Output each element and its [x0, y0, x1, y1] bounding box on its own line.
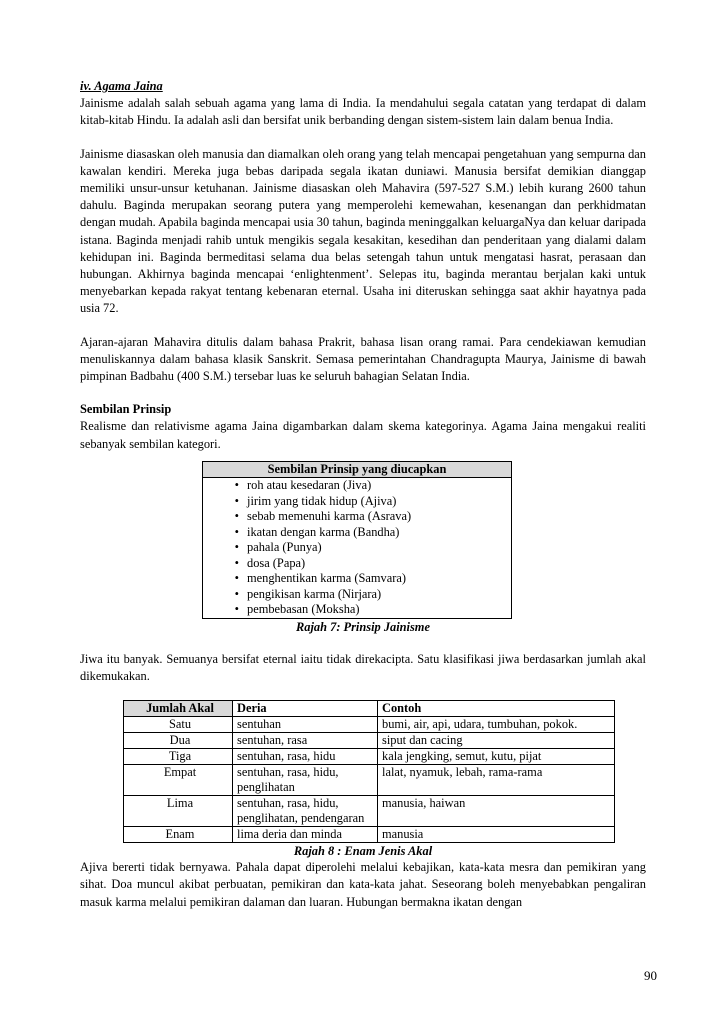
- principle-item: [203, 494, 511, 510]
- cell-deria: sentuhan, rasa, hidu, penglihatan, pendengaran: [233, 796, 378, 827]
- cell-deria: lima deria dan minda: [233, 827, 378, 843]
- principle-item: [203, 556, 511, 572]
- bullet-icon: •: [234, 602, 239, 617]
- paragraph-ajiva: Ajiva bererti tidak bernyawa. Pahala dapat diperolehi melalui kebajikan, kata-kata mesra dan pemikiran yang sihat. Doa muncul akibat perbuatan, pemikiran dan kata-kata jahat. Seseorang boleh menyebabkan pengaliran masuk karma melalui pemikiran dalaman dan luaran. Hubungan bermakna ikatan dengan: [80, 860, 646, 909]
- cell-akal: Lima: [124, 796, 233, 827]
- bullet-icon: •: [234, 555, 239, 570]
- figure-7-caption: Rajah 7: Prinsip Jainisme: [296, 619, 430, 634]
- section-title: iv. Agama Jaina: [80, 79, 163, 93]
- bullet-icon: •: [234, 524, 239, 539]
- akal-table-header: [124, 701, 615, 717]
- cell-deria: sentuhan, rasa, hidu, penglihatan: [233, 765, 378, 796]
- cell-contoh: lalat, nyamuk, lebah, rama-rama: [378, 765, 615, 796]
- principle-label: jirim yang tidak hidup (Ajiva): [247, 493, 397, 508]
- bullet-icon: •: [234, 509, 239, 524]
- cell-deria: sentuhan: [233, 717, 378, 733]
- bullet-icon: •: [234, 571, 239, 586]
- principle-item: [203, 525, 511, 541]
- document-page: [80, 78, 646, 911]
- principle-label: pengikisan karma (Nirjara): [247, 586, 382, 601]
- paragraph-mahavira: Jainisme diasaskan oleh manusia dan diamalkan oleh orang yang telah mencapai pengetahuan yang sempurna dan kawalan kendiri. Mereka juga bebas daripada segala ikatan duniawi. Manusia bersifat demikian dianggap memiliki unsur-unsur ketuhanan. Jainisme diasaskan oleh Mahavira (597-527 S.M.) lebih kurang 2600 tahun dahulu. Baginda merupakan seorang putera yang memperolehi kemewahan, kesenangan dan perkhidmatan dengan mudah. Apabila baginda mencapai usia 30 tahun, baginda meninggalkan keluargaNya dan keluar daripada istana. Baginda menjadi rahib untuk mengikis segala kesakitan, kesedihan dan penderitaan yang dialami dalam kehidupan ini. Baginda bermeditasi selama dua belas setengah tahun untuk mengatasi hasrat, perasaan dan hubungan. Akhirnya baginda mencapai ‘enlightenment’. Selepas itu, baginda merantau berjalan kaki untuk menyebarkan kepada rakyat tentang kebenaran eternal. Usaha ini diteruskan sehingga saat akhir hayatnya pada usia 72.: [80, 146, 646, 316]
- principle-item: [203, 509, 511, 525]
- table-row: [124, 796, 615, 827]
- principle-label: pahala (Punya): [247, 540, 322, 555]
- figure-8-caption: Rajah 8 : Enam Jenis Akal: [293, 844, 433, 859]
- paragraph-souls: Jiwa itu banyak. Semuanya bersifat eternal iaitu tidak direkacipta. Satu klasifikasi jiwa berdasarkan jumlah akal dikemukakan.: [80, 651, 646, 684]
- cell-deria: sentuhan, rasa: [233, 733, 378, 749]
- cell-akal: Tiga: [124, 749, 233, 765]
- page-number: 90: [644, 968, 657, 983]
- paragraph-intro: Jainisme adalah salah sebuah agama yang lama di India. Ia mendahului segala catatan yang terdapat di dalam kitab-kitab Hindu. Ia adalah asli dan bersifat unik berbanding dengan sistem-sistem lain dalam benua India.: [80, 96, 646, 128]
- header-contoh: Contoh: [378, 701, 615, 717]
- subsection-title: Sembilan Prinsip: [80, 402, 172, 417]
- akal-table: [123, 700, 615, 843]
- principle-item: [203, 571, 511, 587]
- cell-akal: Enam: [124, 827, 233, 843]
- cell-contoh: siput dan cacing: [378, 733, 615, 749]
- principle-label: roh atau kesedaran (Jiva): [247, 478, 372, 493]
- principle-label: pembebasan (Moksha): [247, 602, 360, 617]
- header-deria: Deria: [233, 701, 378, 717]
- principle-label: menghentikan karma (Samvara): [247, 571, 406, 586]
- principle-item: [203, 540, 511, 556]
- table-row: [124, 827, 615, 843]
- table-row: [124, 749, 615, 765]
- cell-contoh: manusia: [378, 827, 615, 843]
- cell-akal: Empat: [124, 765, 233, 796]
- paragraph-teachings: Ajaran-ajaran Mahavira ditulis dalam bahasa Prakrit, bahasa lisan orang ramai. Para cendekiawan kemudian menuliskannya dalam bahasa klasik Sanskrit. Semasa pemerintahan Chandragupta Maurya, Jainisme di bawah pimpinan Badbahu (400 S.M.) tersebar luas ke seluruh bahagian Selatan India.: [80, 334, 646, 384]
- principle-label: dosa (Papa): [247, 555, 306, 570]
- bullet-icon: •: [234, 478, 239, 493]
- table-row: [124, 765, 615, 796]
- cell-akal: Satu: [124, 717, 233, 733]
- principles-table-header: Sembilan Prinsip yang diucapkan: [203, 462, 511, 479]
- principle-item: [203, 602, 511, 618]
- principle-label: ikatan dengan karma (Bandha): [247, 524, 400, 539]
- table-row: [124, 733, 615, 749]
- cell-contoh: bumi, air, api, udara, tumbuhan, pokok.: [378, 717, 615, 733]
- cell-akal: Dua: [124, 733, 233, 749]
- principles-table: [202, 461, 512, 619]
- bullet-icon: •: [234, 540, 239, 555]
- principle-item: [203, 587, 511, 603]
- table-row: [124, 717, 615, 733]
- principle-label: sebab memenuhi karma (Asrava): [247, 509, 412, 524]
- principle-item: [203, 478, 511, 494]
- header-jumlah-akal: Jumlah Akal: [124, 701, 233, 717]
- cell-contoh: manusia, haiwan: [378, 796, 615, 827]
- cell-contoh: kala jengking, semut, kutu, pijat: [378, 749, 615, 765]
- bullet-icon: •: [234, 586, 239, 601]
- bullet-icon: •: [234, 493, 239, 508]
- paragraph-categories: Realisme dan relativisme agama Jaina digambarkan dalam skema kategorinya. Agama Jaina mengakui realiti sebanyak sembilan kategori.: [80, 419, 646, 451]
- cell-deria: sentuhan, rasa, hidu: [233, 749, 378, 765]
